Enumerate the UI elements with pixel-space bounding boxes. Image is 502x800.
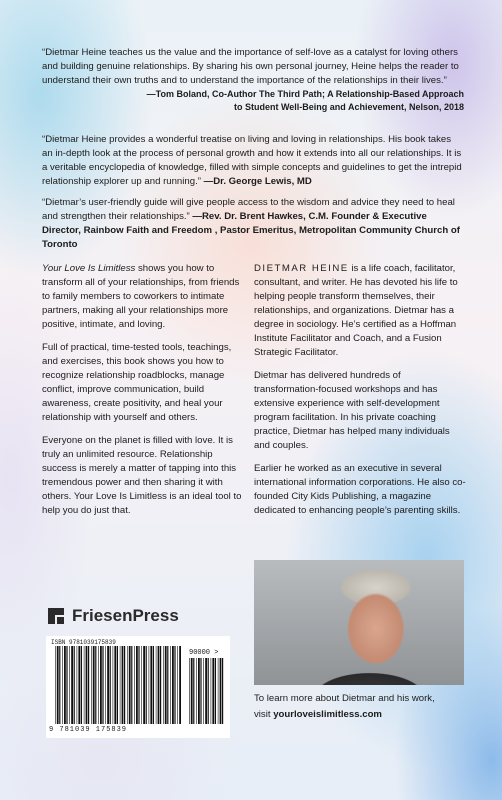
bio-paragraph-3: Earlier he worked as an executive in several international information corporations. He also co-founded City Kids Publishing, a magazine dedicated to enhancing people’s parenting skills.	[254, 463, 466, 516]
author-photo	[254, 560, 464, 685]
quote-1-attribution-line1: —Tom Boland, Co-Author The Third Path; A Relationship-Based Approach	[146, 89, 464, 99]
review-quote-3	[42, 196, 464, 252]
bio-paragraph-1	[254, 262, 466, 360]
quote-2-attribution: —Dr. George Lewis, MD	[203, 176, 312, 187]
publisher-name: FriesenPress	[72, 606, 179, 625]
ean-barcode-bars	[55, 646, 181, 724]
quote-2-text: “Dietmar Heine provides a wonderful treatise on living and loving in relationships. His book takes an in-depth look at the process of personal growth and how it extends into all our relationships. It is a veritable encyclopedia of knowledge, filled with simple concepts and guidelines to get the intrepid relationship explorer up and running.”	[42, 134, 462, 187]
description-paragraph-1	[42, 262, 242, 332]
ean-digits: 9 781039 175839	[49, 726, 128, 734]
price-barcode-bars	[189, 658, 225, 724]
price-code: 90000 >	[189, 649, 219, 657]
bio-paragraph-1-text: is a life coach, facilitator, consultant, and writer. He has devoted his life to helping people transform themselves, their relationships, and organizations. Dietmar has a degree in sociology. He’s certified as a Hoffman Institute Facilitator and Coach, and a Fusion Strategic Facilitator.	[254, 263, 458, 358]
website-link[interactable]: yourloveislimitless.com	[273, 709, 382, 720]
book-description	[42, 262, 242, 527]
author-name: DIETMAR HEINE	[254, 263, 349, 274]
quote-3-text: “Dietmar’s user-friendly guide will give people access to the wisdom and advice they need to heal and strengthen their relationships.”	[42, 197, 455, 222]
visit-label: visit	[254, 709, 274, 720]
author-bio	[254, 262, 466, 527]
publisher-logo	[46, 606, 179, 626]
isbn-label: ISBN 9781039175839	[51, 639, 116, 646]
review-quote-2	[42, 133, 464, 189]
quote-1-attribution-line2: to Student Well-Being and Achievement, Nelson, 2018	[233, 102, 464, 112]
description-paragraph-1-text: shows you how to transform all of your relationships, from friends to family members to coworkers to intimate partners, making all your relationships more positive, intimate, and loving.	[42, 263, 240, 330]
review-quote-1	[42, 46, 464, 114]
bio-paragraph-2: Dietmar has delivered hundreds of transformation-focused workshops and has extensive experience with self-development program facilitation. In his private coaching practice, Dietmar has helped many individuals and couples.	[254, 370, 450, 451]
description-paragraph-2: Full of practical, time-tested tools, teachings, and exercises, this book shows you how to recognize relationship roadblocks, manage conflict, improve communication, build awareness, create positivity, and heal your relationship with yourself and others.	[42, 342, 232, 423]
quote-1-text: “Dietmar Heine teaches us the value and the importance of self-love as a catalyst for loving others and building genuine relationships. By sharing his own personal journey, Heine helps the reader to understand their own truths and to understand the importance of the relationships in their lives.”	[42, 47, 459, 86]
quote-3-attribution: —Rev. Dr. Brent Hawkes, C.M. Founder & Executive Director, Rainbow Faith and Freedom , Pastor Emeritus, Metropolitan Community Church of Toronto	[42, 211, 460, 250]
learn-more	[254, 691, 435, 723]
book-title: Your Love Is Limitless	[42, 263, 136, 274]
friesenpress-logo-icon	[46, 606, 66, 626]
learn-more-line: To learn more about Dietmar and his work,	[254, 693, 435, 704]
learn-more-visit	[254, 707, 435, 723]
description-paragraph-3: Everyone on the planet is filled with love. It is truly an unlimited resource. Relationship success is merely a matter of tapping into this tremendous power and then sharing it with others. Your Love Is Limitless is an ideal tool to help you do just that.	[42, 435, 242, 516]
barcode	[46, 636, 230, 738]
